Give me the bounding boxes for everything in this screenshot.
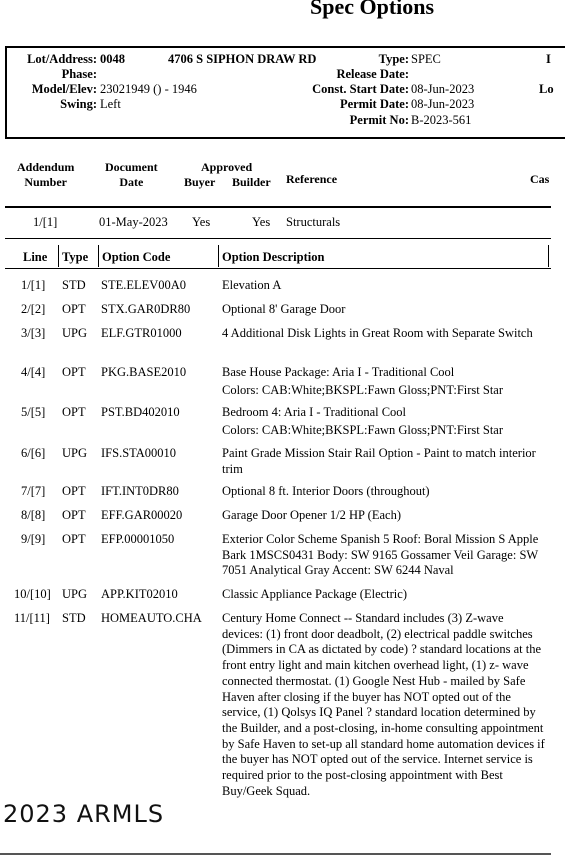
- option-description-header: Option Description: [222, 250, 325, 264]
- option-header-rule: [5, 268, 551, 269]
- row-description: Century Home Connect -- Standard includes (3) Z-wave devices: (1) front door deadbolt, (2) electrical paddle switches (Dimmers in CA as dictated by code) ? standard locations at the front entry light and main kitchen overhead light, (1) z- wave connected thermostat. (1) Google Nest Hub - mailed by Safe Haven after closing if the buyer has NOT opted out of the service, (1) Qolsys IQ Panel ? standard location determined by the Builder, and a post-closing, in-home consulting appointment by Safe Haven to set-up all standard home automation devices if the buyer has NOT opted out of the service. Internet service is required prior to the post-closing appointment with Best Buy/Geek Squad.: [222, 611, 545, 798]
- page-bottom-rule: [0, 853, 551, 855]
- row-type: UPG: [62, 587, 88, 601]
- row-line: 4/[4]: [21, 365, 46, 379]
- row-type: OPT: [62, 508, 86, 522]
- lot-value: 0048: [100, 52, 125, 66]
- line-header: Line: [23, 250, 48, 264]
- right-edge-2: Lo: [539, 82, 554, 96]
- approved-header: Approved: [201, 160, 253, 174]
- number-label: Number: [24, 175, 68, 189]
- row-code: EFF.GAR00020: [101, 508, 183, 522]
- addendum-reference: Structurals: [286, 215, 341, 229]
- phase-label: Phase:: [61, 67, 97, 81]
- armls-watermark: 2023 ARMLS: [3, 800, 165, 828]
- row-code: STX.GAR0DR80: [101, 302, 191, 316]
- permit-no-value: B-2023-561: [411, 113, 472, 127]
- row-description: Optional 8 ft. Interior Doors (throughout): [222, 484, 430, 498]
- row-line: 2/[2]: [21, 302, 46, 316]
- document-date-header: [105, 160, 158, 190]
- document-label: Document: [105, 160, 158, 174]
- addendum-buyer: Yes: [192, 215, 211, 229]
- row-line: 9/[9]: [21, 532, 46, 546]
- permit-no-label: Permit No:: [349, 113, 409, 127]
- type-label: Type:: [378, 52, 409, 66]
- builder-header: Builder: [232, 175, 271, 189]
- column-divider: [218, 245, 219, 267]
- column-divider: [98, 245, 99, 267]
- model-label: Model/Elev:: [31, 82, 97, 96]
- row-line: 8/[8]: [21, 508, 46, 522]
- swing-label: Swing:: [60, 97, 97, 111]
- address-value: 4706 S SIPHON DRAW RD: [168, 52, 317, 66]
- row-code: IFT.INT0DR80: [101, 484, 179, 498]
- row-description: Elevation A: [222, 278, 282, 292]
- addendum-date: 01-May-2023: [99, 215, 168, 229]
- permit-date-label: Permit Date:: [339, 97, 409, 111]
- option-code-header: Option Code: [102, 250, 171, 264]
- row-code: HOMEAUTO.CHA: [101, 611, 202, 625]
- start-date-value: 08-Jun-2023: [411, 82, 475, 96]
- row-description: Optional 8' Garage Door: [222, 302, 346, 316]
- row-code: APP.KIT02010: [101, 587, 178, 601]
- row-line: 3/[3]: [21, 326, 46, 340]
- row-code: STE.ELEV00A0: [101, 278, 187, 292]
- row-type: OPT: [62, 302, 86, 316]
- row-type: UPG: [62, 446, 88, 460]
- row-description: [222, 365, 547, 398]
- row-description: Paint Grade Mission Stair Rail Option - Paint to match interior trim: [222, 446, 536, 476]
- column-divider: [58, 245, 59, 267]
- addendum-header: [17, 160, 74, 190]
- row-colors: Colors: CAB:White;BKSPL:Fawn Gloss;PNT:First Star: [222, 382, 504, 397]
- reference-header: Reference: [286, 172, 338, 186]
- buyer-header: Buyer: [184, 175, 216, 189]
- row-code: EFP.00001050: [101, 532, 175, 546]
- addendum-header-rule: [5, 206, 551, 208]
- row-type: STD: [62, 611, 86, 625]
- row-description: [222, 405, 547, 438]
- model-value: 23021949 () - 1946: [100, 82, 197, 96]
- row-description: 4 Additional Disk Lights in Great Room with Separate Switch: [222, 326, 533, 340]
- release-date-label: Release Date:: [336, 67, 409, 81]
- row-code: IFS.STA00010: [101, 446, 177, 460]
- right-edge-1: I: [546, 52, 551, 66]
- row-code: PST.BD402010: [101, 405, 180, 419]
- row-type: OPT: [62, 405, 86, 419]
- row-type: OPT: [62, 484, 86, 498]
- row-type: UPG: [62, 326, 88, 340]
- date-label: Date: [119, 175, 144, 189]
- type-header: Type: [62, 250, 89, 264]
- row-line: 1/[1]: [21, 278, 46, 292]
- row-type: STD: [62, 278, 86, 292]
- lot-label: Lot/Address:: [27, 52, 97, 66]
- row-line: 11/[11]: [14, 611, 50, 625]
- row-description: Classic Appliance Package (Electric): [222, 587, 407, 601]
- row-type: OPT: [62, 532, 86, 546]
- row-line: 7/[7]: [21, 484, 46, 498]
- row-code: ELF.GTR01000: [101, 326, 182, 340]
- row-code: PKG.BASE2010: [101, 365, 187, 379]
- row-colors: Colors: CAB:White;BKSPL:Fawn Gloss;PNT:First Star: [222, 422, 504, 437]
- addendum-builder: Yes: [252, 215, 271, 229]
- column-divider: [548, 245, 549, 267]
- swing-value: Left: [100, 97, 121, 111]
- permit-date-value: 08-Jun-2023: [411, 97, 475, 111]
- row-line: 6/[6]: [21, 446, 46, 460]
- page-title: Spec Options: [310, 0, 435, 19]
- row-line: 10/[10]: [14, 587, 51, 601]
- addendum-label: Addendum: [17, 160, 75, 174]
- row-line: 5/[5]: [21, 405, 46, 419]
- cas-header: Cas: [530, 172, 550, 186]
- addendum-number: 1/[1]: [33, 215, 58, 229]
- row-description-line: Bedroom 4: Aria I - Traditional Cool: [222, 405, 407, 419]
- start-date-label: Const. Start Date:: [312, 82, 409, 96]
- type-value: SPEC: [411, 52, 441, 66]
- row-description: Exterior Color Scheme Spanish 5 Roof: Boral Mission S Apple Bark 1MSCS0431 Body: SW 9165 Gossamer Veil Garage: SW 7051 Analytical Gray Accent: SW 6244 Naval: [222, 532, 539, 578]
- row-description-line: Base House Package: Aria I - Traditional Cool: [222, 365, 455, 379]
- addendum-row-rule: [5, 238, 551, 239]
- row-description: Garage Door Opener 1/2 HP (Each): [222, 508, 401, 522]
- row-type: OPT: [62, 365, 86, 379]
